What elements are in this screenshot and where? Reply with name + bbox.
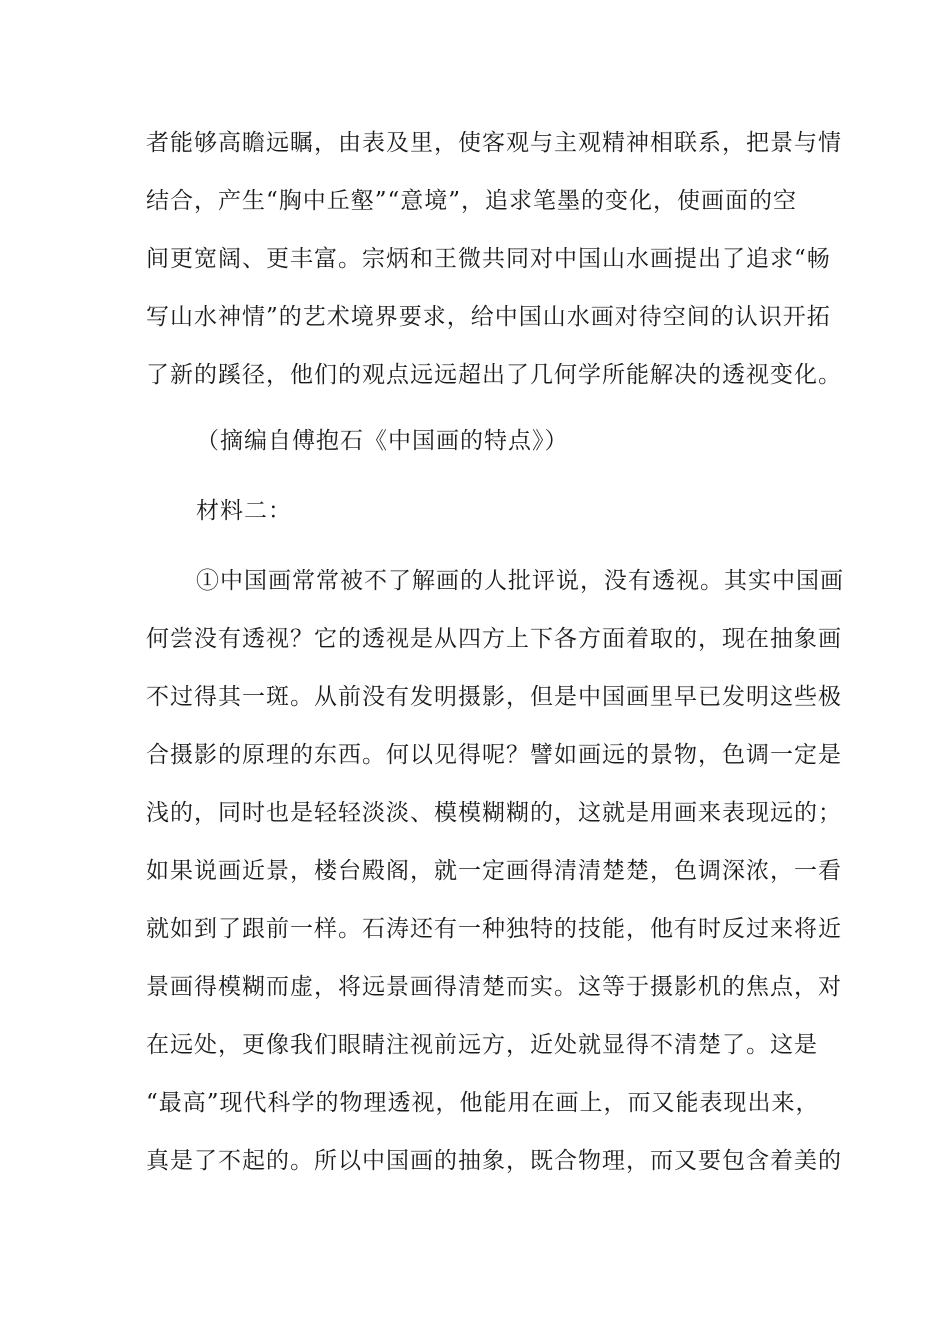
paragraph-1-line-4: 写山水神情”的艺术境界要求，给中国山水画对待空间的认识开拓 <box>146 304 831 330</box>
paragraph-2-line-2: 何尝没有透视？它的透视是从四方上下各方面着取的，现在抽象画 <box>146 626 842 652</box>
paragraph-2-line-3: 不过得其一斑。从前没有发明摄影，但是中国画里早已发明这些极 <box>146 684 842 710</box>
paragraph-2-line-5: 浅的，同时也是轻轻淡淡、模模糊糊的，这就是用画来表现远的； <box>146 800 842 826</box>
paragraph-1-line-2: 结合，产生“胸中丘壑”“意境”，追求笔墨的变化，使画面的空 <box>146 188 798 214</box>
paragraph-2-line-11: 真是了不起的。所以中国画的抽象，既合物理，而又要包含着美的 <box>146 1148 842 1174</box>
paragraph-2-line-8: 景画得模糊而虚，将远景画得清楚而实。这等于摄影机的焦点，对 <box>146 974 842 1000</box>
paragraph-2-line-9: 在远处，更像我们眼睛注视前远方，近处就显得不清楚了。这是 <box>146 1032 818 1058</box>
paragraph-2-line-7: 就如到了跟前一样。石涛还有一种独特的技能，他有时反过来将近 <box>146 916 842 942</box>
paragraph-1-line-3: 间更宽阔、更丰富。宗炳和王微共同对中国山水画提出了追求“畅 <box>146 246 831 272</box>
material-heading: 材料二： <box>196 498 292 524</box>
paragraph-1-line-1: 者能够高瞻远瞩，由表及里，使客观与主观精神相联系，把景与情 <box>146 130 842 156</box>
paragraph-2-line-4: 合摄影的原理的东西。何以见得呢？譬如画远的景物，色调一定是 <box>146 742 842 768</box>
paragraph-2-line-10: “最高”现代科学的物理透视，他能用在画上，而又能表现出来， <box>146 1090 820 1116</box>
paragraph-1-line-5: 了新的蹊径，他们的观点远远超出了几何学所能解决的透视变化。 <box>146 362 842 388</box>
citation: （摘编自傅抱石《中国画的特点》） <box>196 428 569 454</box>
paragraph-2-line-6: 如果说画近景，楼台殿阁，就一定画得清清楚楚，色调深浓，一看 <box>146 858 842 884</box>
paragraph-2-line-1: ①中国画常常被不了解画的人批评说，没有透视。其实中国画 <box>196 568 844 594</box>
